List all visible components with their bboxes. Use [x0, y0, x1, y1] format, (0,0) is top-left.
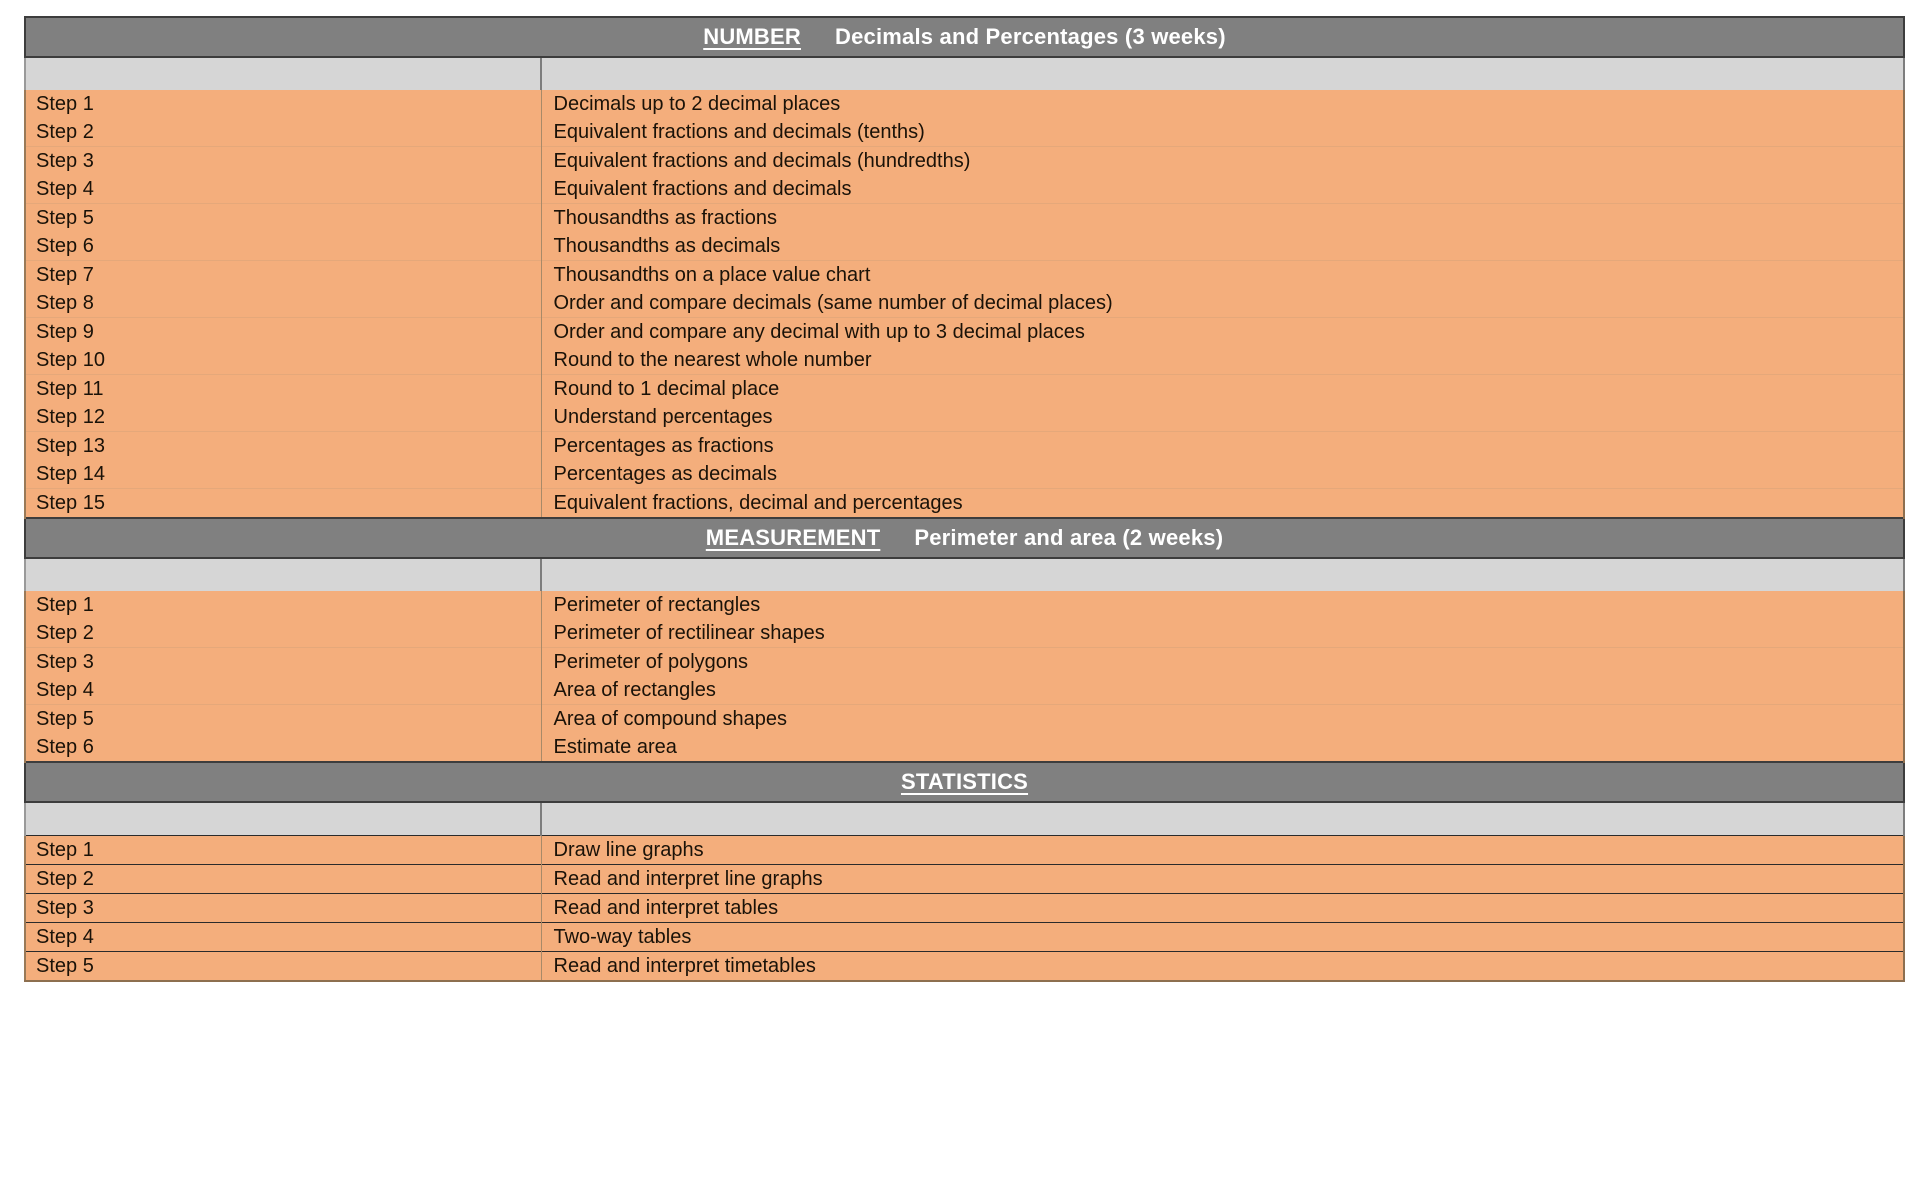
- table-row: [25, 261, 1904, 290]
- section-spacer-cell: [25, 558, 541, 591]
- table-row: [25, 865, 1904, 894]
- section-spacer-cell: [541, 558, 1904, 591]
- step-description-cell: Order and compare decimals (same number of decimal places): [541, 289, 1904, 318]
- step-description-cell: Percentages as decimals: [541, 460, 1904, 489]
- table-row: [25, 619, 1904, 648]
- step-number-cell: Step 5: [25, 952, 541, 982]
- table-row: [25, 648, 1904, 677]
- step-description-cell: Two-way tables: [541, 923, 1904, 952]
- table-row: [25, 318, 1904, 347]
- step-description-cell: Equivalent fractions, decimal and percentages: [541, 489, 1904, 519]
- table-row: [25, 705, 1904, 734]
- step-description-cell: Perimeter of rectilinear shapes: [541, 619, 1904, 648]
- step-number-cell: Step 4: [25, 923, 541, 952]
- table-row: [25, 289, 1904, 318]
- section-header-content: [26, 18, 1903, 56]
- step-number-cell: Step 4: [25, 175, 541, 204]
- step-number-cell: Step 6: [25, 733, 541, 762]
- section-spacer-cell: [25, 57, 541, 90]
- table-row: [25, 952, 1904, 982]
- step-description-cell: Read and interpret timetables: [541, 952, 1904, 982]
- section-header-cell: [25, 518, 1904, 558]
- section-header-content: [26, 763, 1903, 801]
- table-row: [25, 175, 1904, 204]
- step-number-cell: Step 10: [25, 346, 541, 375]
- step-number-cell: Step 6: [25, 232, 541, 261]
- step-number-cell: Step 2: [25, 619, 541, 648]
- table-row: [25, 460, 1904, 489]
- table-row: [25, 147, 1904, 176]
- step-description-cell: Read and interpret tables: [541, 894, 1904, 923]
- table-row: [25, 375, 1904, 404]
- step-description-cell: Perimeter of polygons: [541, 648, 1904, 677]
- table-row: [25, 232, 1904, 261]
- step-number-cell: Step 14: [25, 460, 541, 489]
- section-spacer-row: [25, 802, 1904, 836]
- section-topic-label: Perimeter and area (2 weeks): [914, 525, 1224, 550]
- step-number-cell: Step 3: [25, 648, 541, 677]
- step-number-cell: Step 2: [25, 118, 541, 147]
- step-description-cell: Thousandths as fractions: [541, 204, 1904, 233]
- step-description-cell: Perimeter of rectangles: [541, 591, 1904, 619]
- step-number-cell: Step 12: [25, 403, 541, 432]
- section-header-row: [25, 518, 1904, 558]
- step-description-cell: Understand percentages: [541, 403, 1904, 432]
- section-spacer-cell: [541, 802, 1904, 836]
- section-strand-label: STATISTICS: [900, 769, 1029, 794]
- section-spacer-row: [25, 57, 1904, 90]
- step-number-cell: Step 2: [25, 865, 541, 894]
- table-row: [25, 489, 1904, 519]
- step-description-cell: Draw line graphs: [541, 836, 1904, 865]
- table-row: [25, 894, 1904, 923]
- step-description-cell: Area of compound shapes: [541, 705, 1904, 734]
- table-row: [25, 923, 1904, 952]
- table-row: [25, 90, 1904, 118]
- step-number-cell: Step 1: [25, 836, 541, 865]
- step-description-cell: Percentages as fractions: [541, 432, 1904, 461]
- table-row: [25, 432, 1904, 461]
- step-description-cell: Area of rectangles: [541, 676, 1904, 705]
- table-row: [25, 403, 1904, 432]
- step-number-cell: Step 1: [25, 90, 541, 118]
- table-row: [25, 204, 1904, 233]
- step-description-cell: Order and compare any decimal with up to 3 decimal places: [541, 318, 1904, 347]
- step-description-cell: Thousandths as decimals: [541, 232, 1904, 261]
- section-spacer-cell: [541, 57, 1904, 90]
- table-row: [25, 676, 1904, 705]
- section-header-row: [25, 762, 1904, 802]
- step-number-cell: Step 13: [25, 432, 541, 461]
- section-strand-label: MEASUREMENT: [705, 525, 881, 550]
- table-row: [25, 591, 1904, 619]
- step-number-cell: Step 7: [25, 261, 541, 290]
- section-header-cell: [25, 762, 1904, 802]
- step-number-cell: Step 3: [25, 894, 541, 923]
- step-number-cell: Step 1: [25, 591, 541, 619]
- step-number-cell: Step 5: [25, 705, 541, 734]
- step-number-cell: Step 8: [25, 289, 541, 318]
- section-topic-label: Decimals and Percentages (3 weeks): [835, 24, 1226, 49]
- step-description-cell: Read and interpret line graphs: [541, 865, 1904, 894]
- step-number-cell: Step 5: [25, 204, 541, 233]
- step-description-cell: Decimals up to 2 decimal places: [541, 90, 1904, 118]
- step-description-cell: Thousandths on a place value chart: [541, 261, 1904, 290]
- step-number-cell: Step 15: [25, 489, 541, 519]
- table-row: [25, 118, 1904, 147]
- step-description-cell: Equivalent fractions and decimals: [541, 175, 1904, 204]
- step-number-cell: Step 3: [25, 147, 541, 176]
- section-header-cell: [25, 17, 1904, 57]
- step-number-cell: Step 9: [25, 318, 541, 347]
- step-description-cell: Round to 1 decimal place: [541, 375, 1904, 404]
- step-number-cell: Step 4: [25, 676, 541, 705]
- curriculum-table: [24, 16, 1905, 982]
- step-description-cell: Equivalent fractions and decimals (hundredths): [541, 147, 1904, 176]
- step-description-cell: Round to the nearest whole number: [541, 346, 1904, 375]
- step-description-cell: Equivalent fractions and decimals (tenths): [541, 118, 1904, 147]
- table-row: [25, 733, 1904, 762]
- section-spacer-row: [25, 558, 1904, 591]
- section-strand-label: NUMBER: [703, 24, 801, 49]
- step-number-cell: Step 11: [25, 375, 541, 404]
- table-row: [25, 836, 1904, 865]
- section-header-row: [25, 17, 1904, 57]
- table-row: [25, 346, 1904, 375]
- section-spacer-cell: [25, 802, 541, 836]
- step-description-cell: Estimate area: [541, 733, 1904, 762]
- section-header-content: [26, 519, 1903, 557]
